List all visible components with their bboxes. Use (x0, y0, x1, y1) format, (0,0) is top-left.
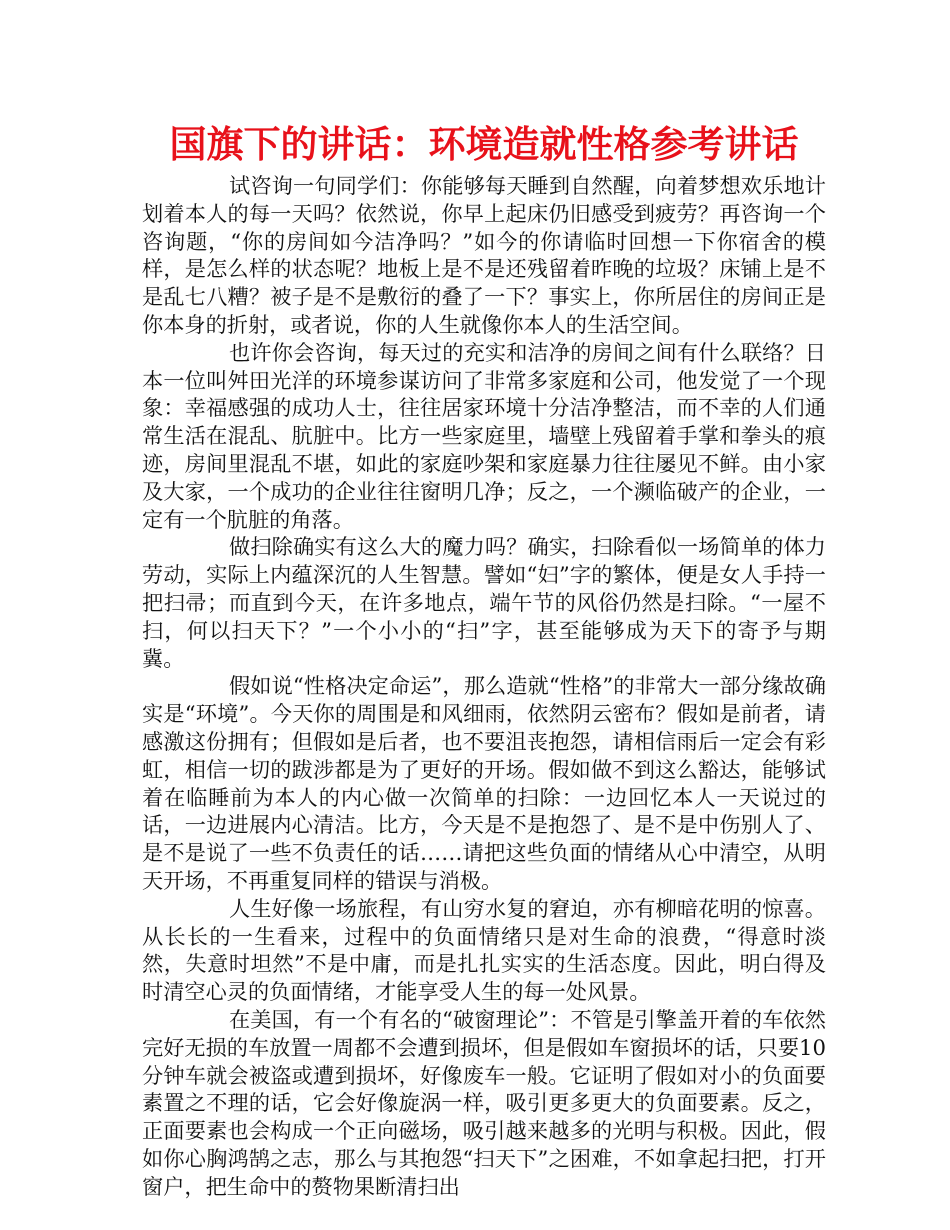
paragraph-3: 做扫除确实有这么大的魔力吗？确实，扫除看似一场简单的体力劳动，实际上内蕴深沉的人生智慧。譬如“妇”字的繁体，便是女人手持一把扫帚；而直到今天，在许多地点，端午节的风俗仍然是扫除。“一屋不扫，何以扫天下？”一个小小的“扫”字，甚至能够成为天下的寄予与期冀。 (142, 534, 826, 671)
paragraph-6: 在美国，有一个有名的“破窗理论”：不管是引擎盖开着的车依然完好无损的车放置一周都不会遭到损坏，但是假如车窗损坏的话，只要10分钟车就会被盗或遭到损坏，好像废车一般。它证明了假如对小的负面要素置之不理的话，它会好像旋涡一样，吸引更多更大的负面要素。反之，正面要素也会构成一个正向磁场，吸引越来越多的光明与积极。因此，假如你心胸鸿鹄之志，那么与其抱怨“扫天下”之困难，不如拿起扫把，打开窗户，把生命中的赘物果断清扫出 (142, 1006, 826, 1199)
paragraph-4: 假如说“性格决定命运”，那么造就“性格”的非常大一部分缘故确实是“环境”。今天你的周围是和风细雨，依然阴云密布？假如是前者，请感激这份拥有；但假如是后者，也不要沮丧抱怨，请相信雨后一定会有彩虹，相信一切的跋涉都是为了更好的开场。假如做不到这么豁达，能够试着在临睡前为本人的内心做一次简单的扫除：一边回忆本人一天说过的话，一边进展内心清洁。比方，今天是不是抱怨了、是不是中伤别人了、是不是说了一些不负责任的话……请把这些负面的情绪从心中清空，从明天开场，不再重复同样的错误与消极。 (142, 673, 826, 893)
paragraph-5: 人生好像一场旅程，有山穷水复的窘迫，亦有柳暗花明的惊喜。从长长的一生看来，过程中的负面情绪只是对生命的浪费，“得意时淡然，失意时坦然”不是中庸，而是扎扎实实的生活态度。因此，明白得及时清空心灵的负面情绪，才能享受人生的每一处风景。 (142, 895, 826, 1005)
paragraph-1: 试咨询一句同学们：你能够每天睡到自然醒，向着梦想欢乐地计划着本人的每一天吗？依然说，你早上起床仍旧感受到疲劳？再咨询一个咨询题，“你的房间如今洁净吗？”如今的你请临时回想一下你宿舍的模样，是怎么样的状态呢？地板上是不是还残留着昨晚的垃圾？床铺上是不是乱七八糟？被子是不是敷衍的叠了一下？事实上，你所居住的房间正是你本身的折射，或者说，你的人生就像你本人的生活空间。 (142, 173, 826, 337)
document-page (142, 118, 826, 1200)
paragraph-2: 也许你会咨询，每天过的充实和洁净的房间之间有什么联络？日本一位叫舛田光洋的环境参谋访问了非常多家庭和公司，他发觉了一个现象：幸福感强的成功人士，往往居家环境十分洁净整洁，而不幸的人们通常生活在混乱、肮脏中。比方一些家庭里，墙壁上残留着手掌和拳头的痕迹，房间里混乱不堪，如此的家庭吵架和家庭暴力往往屡见不鲜。由小家及大家，一个成功的企业往往窗明几净；反之，一个濒临破产的企业，一定有一个肮脏的角落。 (142, 339, 826, 532)
document-title: 国旗下的讲话：环境造就性格参考讲话 (169, 123, 799, 166)
